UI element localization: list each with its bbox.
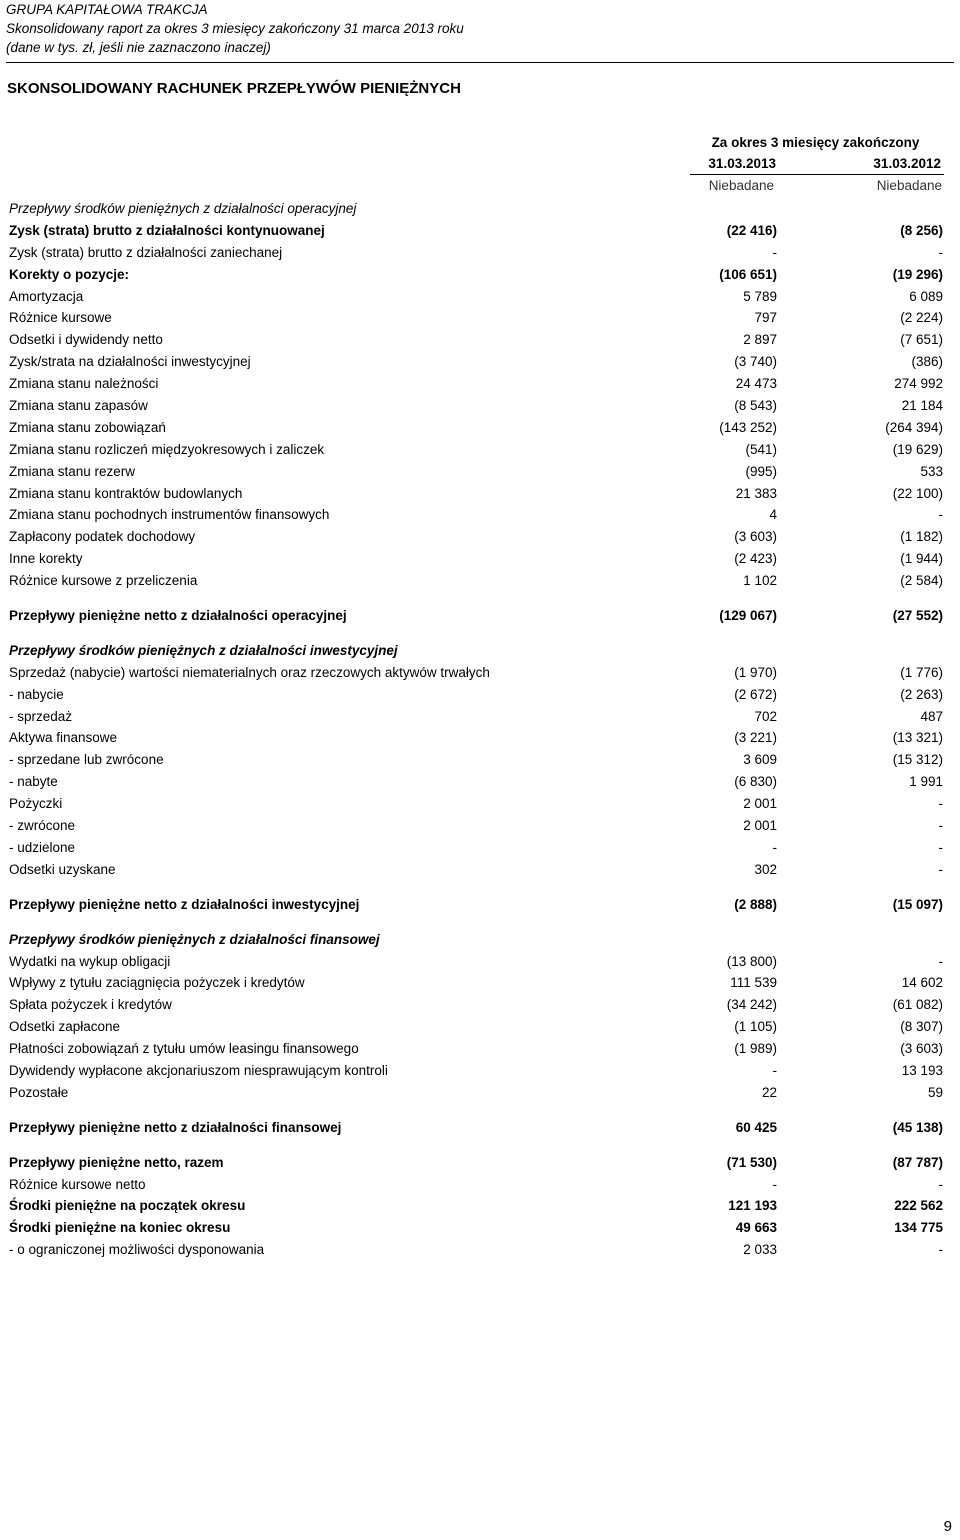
table-row xyxy=(9,439,945,461)
row-label: - nabycie xyxy=(9,686,64,702)
value-2012: (27 552) xyxy=(892,608,943,624)
value-2012: - xyxy=(938,1242,943,1258)
table-row xyxy=(9,1239,945,1261)
value-2013: 4 xyxy=(769,507,777,523)
value-2013: - xyxy=(772,839,777,855)
value-2012: (2 584) xyxy=(900,573,943,589)
value-2013: (3 740) xyxy=(734,354,777,370)
value-2013: 5 789 xyxy=(743,288,777,304)
units-note: (dane w tys. zł, jeśli nie zaznaczono inaczej) xyxy=(6,40,271,55)
value-2013: 22 xyxy=(761,1084,777,1100)
table-row xyxy=(9,548,945,570)
company-name: GRUPA KAPITAŁOWA TRAKCJA xyxy=(6,2,208,17)
value-2012: (3 603) xyxy=(900,1041,943,1057)
value-2013: (22 416) xyxy=(726,222,777,238)
value-2012: - xyxy=(938,1176,943,1192)
cash-closing-row xyxy=(9,1217,945,1239)
date-column-2012: 31.03.2012 xyxy=(873,156,941,171)
report-subtitle: Skonsolidowany raport za okres 3 miesięcy zakończony 31 marca 2013 roku xyxy=(6,21,464,36)
value-2013: - xyxy=(772,1062,777,1078)
row-label: Przepływy pieniężne netto z działalności finansowej xyxy=(9,1119,342,1135)
table-row xyxy=(9,242,945,264)
row-label: Różnice kursowe xyxy=(9,310,112,326)
value-2013: (1 105) xyxy=(734,1019,777,1035)
row-label: Odsetki zapłacone xyxy=(9,1019,121,1035)
value-2012: (15 097) xyxy=(892,896,943,912)
row-label: - sprzedaż xyxy=(9,708,73,724)
table-row xyxy=(9,526,945,548)
row-label: Odsetki uzyskane xyxy=(9,861,116,877)
date-column-2013: 31.03.2013 xyxy=(708,156,776,171)
value-2012: - xyxy=(938,839,943,855)
section-heading-investing xyxy=(9,640,945,662)
value-2013: (3 221) xyxy=(734,730,777,746)
row-label: Środki pieniężne na początek okresu xyxy=(9,1198,246,1214)
value-2012: 274 992 xyxy=(894,376,943,392)
row-label: Zysk (strata) brutto z działalności kontynuowanej xyxy=(9,222,325,238)
value-2012: 222 562 xyxy=(894,1198,943,1214)
table-row xyxy=(9,972,945,994)
value-2012: (2 224) xyxy=(900,310,943,326)
page-title: SKONSOLIDOWANY RACHUNEK PRZEPŁYWÓW PIENIĘŻNYCH xyxy=(7,80,461,97)
value-2012: - xyxy=(938,244,943,260)
value-2012: (61 082) xyxy=(892,997,943,1013)
value-2012: 6 089 xyxy=(909,288,943,304)
value-2013: 797 xyxy=(754,310,777,326)
row-label: - sprzedane lub zwrócone xyxy=(9,752,164,768)
value-2012: (15 312) xyxy=(892,752,943,768)
value-2013: (106 651) xyxy=(719,266,777,282)
row-label: - nabyte xyxy=(9,774,58,790)
value-2013: 3 609 xyxy=(743,752,777,768)
value-2013: (541) xyxy=(745,441,777,457)
row-label: Zmiana stanu kontraktów budowlanych xyxy=(9,485,243,501)
row-label: Pozostałe xyxy=(9,1084,69,1100)
table-row xyxy=(9,815,945,837)
table-row xyxy=(9,220,945,242)
period-header: Za okres 3 miesięcy zakończony xyxy=(711,135,920,150)
value-2013: 2 001 xyxy=(743,796,777,812)
row-label: Dywidendy wypłacone akcjonariuszom niesprawującym kontroli xyxy=(9,1062,388,1078)
value-2012: 134 775 xyxy=(894,1220,943,1236)
value-2012: (1 944) xyxy=(900,551,943,567)
row-label: Przepływy środków pieniężnych z działalności finansowej xyxy=(9,931,380,947)
row-label: Wpływy z tytułu zaciągnięcia pożyczek i kredytów xyxy=(9,975,305,991)
value-2013: (8 543) xyxy=(734,398,777,414)
cash-flow-table xyxy=(9,198,945,1261)
table-row xyxy=(9,859,945,881)
value-2013: 60 425 xyxy=(735,1119,777,1135)
value-2012: - xyxy=(938,507,943,523)
table-row xyxy=(9,286,945,308)
value-2012: (22 100) xyxy=(892,485,943,501)
row-label: Zmiana stanu zobowiązań xyxy=(9,419,166,435)
table-row xyxy=(9,994,945,1016)
value-2013: (6 830) xyxy=(734,774,777,790)
row-label: Zmiana stanu rozliczeń międzyokresowych i zaliczek xyxy=(9,441,325,457)
table-row xyxy=(9,373,945,395)
subtotal-row-financing xyxy=(9,1117,945,1139)
cash-opening-row xyxy=(9,1195,945,1217)
value-2013: - xyxy=(772,1176,777,1192)
row-label: Pożyczki xyxy=(9,796,63,812)
section-heading-operating xyxy=(9,198,945,220)
value-2012: (2 263) xyxy=(900,686,943,702)
table-row xyxy=(9,749,945,771)
value-2012: - xyxy=(938,796,943,812)
table-row xyxy=(9,684,945,706)
row-label: Różnice kursowe z przeliczenia xyxy=(9,573,198,589)
value-2013: (2 672) xyxy=(734,686,777,702)
value-2013: 2 033 xyxy=(743,1242,777,1258)
value-2013: - xyxy=(772,244,777,260)
value-2012: (13 321) xyxy=(892,730,943,746)
row-label: Środki pieniężne na koniec okresu xyxy=(9,1220,231,1236)
value-2013: (129 067) xyxy=(719,608,777,624)
value-2012: - xyxy=(938,861,943,877)
row-label: Zysk/strata na działalności inwestycyjnej xyxy=(9,354,251,370)
table-row xyxy=(9,264,945,286)
subtotal-row-investing xyxy=(9,894,945,916)
value-2012: 1 991 xyxy=(909,774,943,790)
table-row xyxy=(9,771,945,793)
row-label: Zmiana stanu należności xyxy=(9,376,159,392)
table-row xyxy=(9,1082,945,1104)
date-header-row xyxy=(690,154,944,175)
audit-status-2013: Niebadane xyxy=(708,178,774,193)
row-label: Zysk (strata) brutto z działalności zaniechanej xyxy=(9,244,283,260)
value-2013: (995) xyxy=(745,463,777,479)
table-row xyxy=(9,329,945,351)
table-row xyxy=(9,417,945,439)
value-2013: 111 539 xyxy=(730,975,777,991)
table-row xyxy=(9,1060,945,1082)
row-label: - o ograniczonej możliwości dysponowania xyxy=(9,1242,265,1258)
value-2012: (45 138) xyxy=(892,1119,943,1135)
row-label: Sprzedaż (nabycie) wartości niematerialnych oraz rzeczowych aktywów trwałych xyxy=(9,664,490,680)
value-2012: (1 182) xyxy=(900,529,943,545)
value-2013: (1 970) xyxy=(734,664,777,680)
value-2013: 24 473 xyxy=(735,376,777,392)
table-row xyxy=(9,727,945,749)
section-heading-financing xyxy=(9,929,945,951)
value-2013: (71 530) xyxy=(726,1154,777,1170)
table-row xyxy=(9,951,945,973)
value-2013: (34 242) xyxy=(726,997,777,1013)
table-row xyxy=(9,461,945,483)
row-label: Zmiana stanu zapasów xyxy=(9,398,148,414)
row-label: Przepływy pieniężne netto z działalności inwestycyjnej xyxy=(9,896,360,912)
value-2012: (386) xyxy=(911,354,943,370)
row-label: Amortyzacja xyxy=(9,288,84,304)
value-2013: (1 989) xyxy=(734,1041,777,1057)
report-header xyxy=(6,0,954,63)
row-label: Spłata pożyczek i kredytów xyxy=(9,997,172,1013)
table-row xyxy=(9,504,945,526)
row-label: Przepływy środków pieniężnych z działalności inwestycyjnej xyxy=(9,642,398,658)
row-label: Przepływy pieniężne netto z działalności operacyjnej xyxy=(9,608,347,624)
table-row xyxy=(9,837,945,859)
row-label: Wydatki na wykup obligacji xyxy=(9,953,171,969)
subtotal-row-operating xyxy=(9,605,945,627)
value-2012: - xyxy=(938,818,943,834)
page-number: 9 xyxy=(943,1518,952,1535)
value-2013: 121 193 xyxy=(728,1198,777,1214)
value-2013: (2 423) xyxy=(734,551,777,567)
table-row xyxy=(9,1016,945,1038)
table-row xyxy=(9,793,945,815)
row-label: Zmiana stanu rezerw xyxy=(9,463,136,479)
value-2012: (8 307) xyxy=(900,1019,943,1035)
audit-status-2012: Niebadane xyxy=(876,178,942,193)
value-2012: 533 xyxy=(920,463,943,479)
value-2013: 2 897 xyxy=(743,332,777,348)
row-label: Inne korekty xyxy=(9,551,83,567)
row-label: Płatności zobowiązań z tytułu umów leasingu finansowego xyxy=(9,1041,359,1057)
value-2012: 13 193 xyxy=(901,1062,943,1078)
value-2013: 702 xyxy=(754,708,777,724)
value-2013: (143 252) xyxy=(719,419,777,435)
value-2013: 1 102 xyxy=(743,573,777,589)
value-2013: 21 383 xyxy=(735,485,777,501)
table-row xyxy=(9,1174,945,1196)
value-2012: (8 256) xyxy=(900,222,943,238)
value-2012: (19 629) xyxy=(892,441,943,457)
value-2012: (19 296) xyxy=(892,266,943,282)
table-row xyxy=(9,570,945,592)
value-2013: (13 800) xyxy=(726,953,777,969)
row-label: Przepływy pieniężne netto, razem xyxy=(9,1154,224,1170)
table-row xyxy=(9,662,945,684)
row-label: Korekty o pozycje: xyxy=(9,266,130,282)
table-row xyxy=(9,706,945,728)
row-label: Odsetki i dywidendy netto xyxy=(9,332,163,348)
value-2013: 49 663 xyxy=(735,1220,777,1236)
row-label: Różnice kursowe netto xyxy=(9,1176,146,1192)
total-row-net-cash-flow xyxy=(9,1152,945,1174)
value-2012: - xyxy=(938,953,943,969)
table-row xyxy=(9,351,945,373)
value-2012: (7 651) xyxy=(900,332,943,348)
row-label: Przepływy środków pieniężnych z działalności operacyjnej xyxy=(9,201,357,216)
table-row xyxy=(9,483,945,505)
value-2012: (87 787) xyxy=(892,1154,943,1170)
value-2012: (264 394) xyxy=(885,419,943,435)
value-2013: 2 001 xyxy=(743,818,777,834)
row-label: Zmiana stanu pochodnych instrumentów finansowych xyxy=(9,507,330,523)
value-2012: 21 184 xyxy=(901,398,943,414)
value-2012: 14 602 xyxy=(901,975,943,991)
row-label: - udzielone xyxy=(9,839,76,855)
row-label: Zapłacony podatek dochodowy xyxy=(9,529,196,545)
value-2013: (3 603) xyxy=(734,529,777,545)
table-row xyxy=(9,395,945,417)
table-row xyxy=(9,1038,945,1060)
row-label: - zwrócone xyxy=(9,818,76,834)
table-row xyxy=(9,307,945,329)
value-2012: 59 xyxy=(927,1084,943,1100)
value-2013: (2 888) xyxy=(734,896,777,912)
value-2012: (1 776) xyxy=(900,664,943,680)
row-label: Aktywa finansowe xyxy=(9,730,118,746)
value-2013: 302 xyxy=(754,861,777,877)
value-2012: 487 xyxy=(920,708,943,724)
